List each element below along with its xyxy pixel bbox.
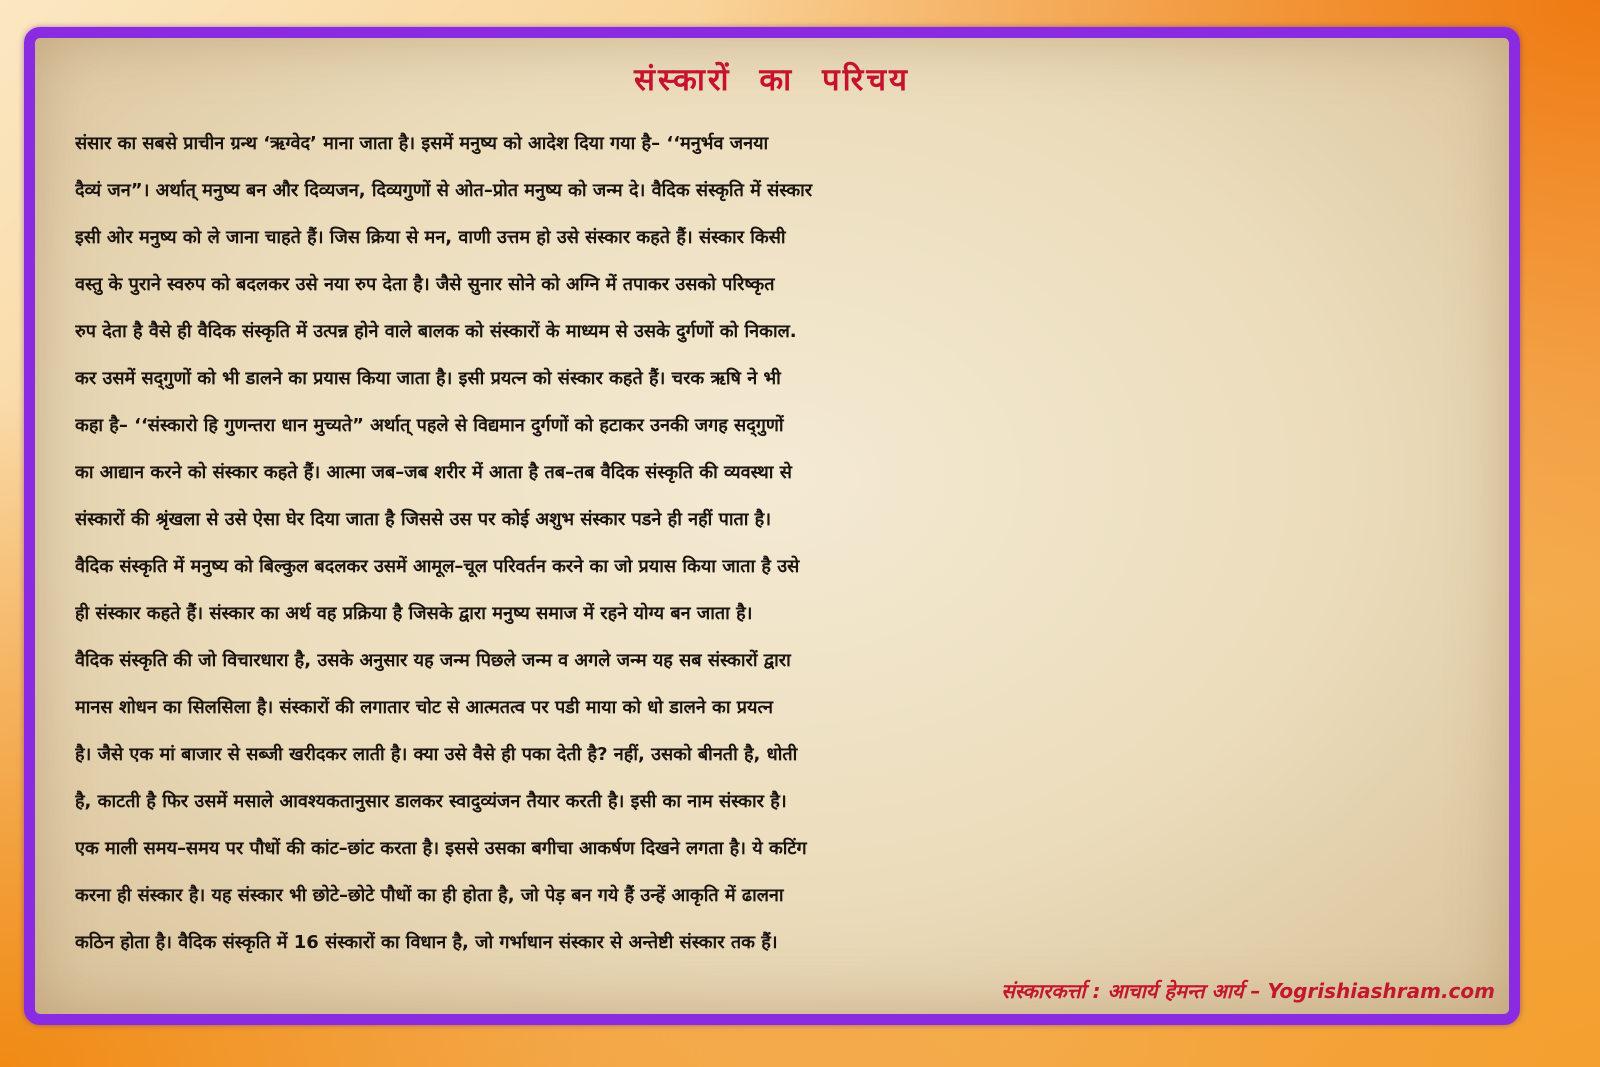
text-line: वैदिक संस्कृति की जो विचारधारा है, उसके अनुसार यह जन्म पिछले जन्म व अगले जन्म यह सब संस्कारों द्वारा xyxy=(75,650,791,671)
text-line: का आद्यान करने को संस्कार कहते हैं। आत्मा जब–जब शरीर में आता है तब–तब वैदिक संस्कृति की व्यवस्था से xyxy=(75,462,792,483)
text-line: संसार का सबसे प्राचीन ग्रन्थ ‘ऋग्वेद’ माना जाता है। इसमें मनुष्य को आदेश दिया गया है– ‘‘मनुर्भव जनया xyxy=(75,133,769,154)
text-line: दैव्यं जन”। अर्थात् मनुष्य बन और दिव्यजन, दिव्यगुणों से ओत–प्रोत मनुष्य को जन्म दे। वैदिक संस्कृति में संस्कार xyxy=(75,180,813,201)
text-line: वस्तु के पुराने स्वरुप को बदलकर उसे नया रुप देता है। जैसे सुनार सोने को अग्नि में तपाकर उसको परिष्कृत xyxy=(75,274,775,295)
text-line: वैदिक संस्कृति में मनुष्य को बिल्कुल बदलकर उसमें आमूल–चूल परिवर्तन करने का जो प्रयास किया जाता है उसे xyxy=(75,556,800,577)
text-line: रुप देता है वैसे ही वैदिक संस्कृति में उत्पन्न होने वाले बालक को संस्कारों के माध्यम से उसके दुर्गणों को निकाल. xyxy=(75,321,797,342)
text-line: संस्कारों की श्रृंखला से उसे ऐसा घेर दिया जाता है जिससे उस पर कोई अशुभ संस्कार पडने ही नहीं पाता है। xyxy=(75,509,772,530)
parchment-panel xyxy=(24,27,1520,1025)
text-line: मानस शोधन का सिलसिला है। संस्कारों की लगातार चोट से आत्मतत्व पर पडी माया को धो डालने का प्रयत्न xyxy=(75,697,773,718)
text-line: कठिन होता है। वैदिक संस्कृति में 16 संस्कारों का विधान है, जो गर्भाधान संस्कार से अन्तेष्टी संस्कार तक हैं। xyxy=(75,932,778,953)
text-line: कर उसमें सद्‌गुणों को भी डालने का प्रयास किया जाता है। इसी प्रयत्न को संस्कार कहते हैं। चरक ऋषि ने भी xyxy=(75,368,781,389)
text-line: ही संस्कार कहते हैं। संस्कार का अर्थ वह प्रक्रिया है जिसके द्वारा मनुष्य समाज में रहने योग्य बन जाता है। xyxy=(75,603,753,624)
author-credit: संस्कारकर्त्ता : आचार्य हेमन्त आर्य – Yogrishiashram.com xyxy=(1001,979,1495,1003)
text-line: कहा है– ‘‘संस्कारो हि गुणन्तरा धान मुच्यते” अर्थात् पहले से विद्यमान दुर्गणों को हटाकर उनकी जगह सद्‌गुणों xyxy=(75,415,784,436)
article-body xyxy=(75,120,1479,966)
text-line: है, काटती है फिर उसमें मसाले आवश्यकतानुसार डालकर स्वादुव्यंजन तैयार करती है। इसी का नाम संस्कार है। xyxy=(75,791,787,812)
text-line: एक माली समय–समय पर पौधों की कांट–छांट करता है। इससे उसका बगीचा आकर्षण दिखने लगता है। ये कटिंग xyxy=(75,838,807,859)
text-line: इसी ओर मनुष्य को ले जाना चाहते हैं। जिस क्रिया से मन, वाणी उत्तम हो उसे संस्कार कहते हैं। संस्कार किसी xyxy=(75,227,786,248)
text-line: है। जैसे एक मां बाजार से सब्जी खरीदकर लाती है। क्या उसे वैसे ही पका देती है? नहीं, उसको बीनती है, धोती xyxy=(75,744,798,765)
page-title: संस्कारों का परिचय xyxy=(634,62,910,98)
text-line: करना ही संस्कार है। यह संस्कार भी छोटे–छोटे पौधों का ही होता है, जो पेड़ बन गये हैं उन्हें आकृति में ढालना xyxy=(75,885,784,906)
